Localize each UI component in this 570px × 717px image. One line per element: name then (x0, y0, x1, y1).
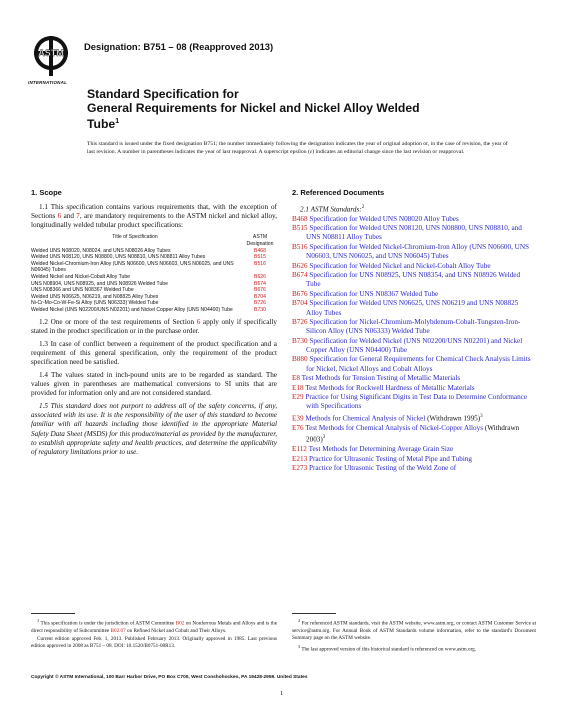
reference-item (292, 224, 536, 242)
reference-title-link[interactable]: Practice for Ultrasonic Testing of Metal Pipe and Tubing (308, 454, 473, 463)
reference-code-link[interactable]: E18 (292, 383, 304, 392)
footnotes-left (31, 617, 277, 651)
reference-code-link[interactable]: B626 (292, 261, 308, 270)
scope-para-1-3: 1.3 In case of conflict between a requirement of the product specification and a requirement of this general specification, only the requirement of the product specification need be satisfied. (31, 339, 277, 366)
reference-title-link[interactable]: Specification for Nickel-Chromium-Molybdenum-Cobalt-Tungsten-Iron-Silicon Alloy (UNS N06333) Welded Tube (306, 318, 521, 336)
table-head-designation: ASTM Designation (246, 234, 274, 247)
spec-designation-link[interactable]: B516 (254, 260, 266, 267)
footnote-rule-right (292, 613, 336, 614)
reference-code-link[interactable]: E213 (292, 454, 308, 463)
reference-item (292, 290, 536, 299)
astm-standards-subheading: 2.1 ASTM Standards:$^2$ (300, 205, 365, 214)
spec-designation-link[interactable]: B515 (254, 254, 266, 261)
title-line-3 (87, 115, 517, 132)
reference-item (292, 355, 536, 373)
reference-code-link[interactable]: B468 (292, 214, 308, 223)
copyright-footer: Copyright © ASTM International, 100 Barr Harbor Drive, PO Box C700, West Conshohocken, PA 19428-2959. United States (31, 675, 308, 680)
footnote-current-edition: Current edition approved Feb. 1, 2013. Published February 2013. Originally approved in 1985. Last previous edition approved in 2008 as B751 – 08. DOI: 10.1520/B0751-08R13. (31, 635, 277, 649)
right-column (292, 188, 536, 474)
title-line-2: General Requirements for Nickel and Nickel Alloy Welded (87, 100, 420, 115)
reference-withdrawn-note: (Withdrawn 2003) (306, 424, 520, 444)
left-column (31, 188, 277, 461)
scope-para-1-2: 1.2 One or more of the test requirements of Section 6 apply only if specifically stated in the product specification or in the purchase order. (31, 317, 278, 335)
table-row (31, 294, 277, 301)
title-tube: Tube (87, 117, 116, 132)
reference-title-link[interactable]: Methods for Chemical Analysis of Nickel (305, 414, 426, 423)
reference-withdrawn-note: (Withdrawn 1995) (427, 414, 481, 423)
footnote-2: $^2$ For referenced ASTM standards, visit the ASTM website, www.astm.org, or contact ASTM Customer Service at service@astm.org. For Annual Book of ASTM Standards volume information, refer to the standard's Document Summary page on the ASTM website. (292, 618, 537, 641)
reference-title-link[interactable]: Specification for Welded Nickel-Chromium-Iron Alloy (UNS N06600, UNS N06603, UNS N06025, and UNS N06045) Tubes (306, 242, 530, 260)
reference-code-link[interactable]: B730 (292, 336, 308, 345)
title-line-1: Standard Specification for (87, 87, 239, 101)
spec-designation-link[interactable]: B730 (254, 306, 266, 313)
reference-footnote-mark: 3 (322, 435, 326, 441)
designation: Designation: B751 – 08 (Reapproved 2013) (84, 41, 274, 52)
table-row (31, 248, 277, 255)
spec-title-cell: Welded UNS N08120, UNS N08800, UNS N08810, UNS N08811 Alloy Tubes (31, 254, 206, 261)
document-title (87, 88, 517, 132)
footnotes-right (292, 617, 536, 654)
footnote-1: $^1$ This specification is under the jurisdiction of ASTM Committee B02 on Nonferrous Metals and Alloys and is the direct responsibility of Subcommittee B02.07 on Refined Nickel and Cobalt and Their Alloys. (31, 618, 277, 634)
reference-code-link[interactable]: B704 (292, 299, 308, 308)
reference-item (292, 299, 536, 317)
reference-code-link[interactable]: B726 (292, 318, 308, 327)
scope-para-1-1: 1.1 This specification contains various requirements that, with the exception of Sections 6 and 7, are mandatory requirements to the ASTM nickel and nickel alloy, longitudinally welded tubular product specifications: (31, 203, 277, 230)
reference-item (292, 445, 536, 454)
table-row (31, 287, 277, 294)
spec-title-cell: UNS N08366 and UNS N08367 Welded Tube (31, 287, 134, 294)
reference-title-link[interactable]: Practice for Ultrasonic Testing of the Weld Zone of (308, 464, 457, 473)
footnote-3: $^3$ The last approved version of this historical standard is referenced on www.astm.org. (298, 643, 477, 653)
spec-designation-link[interactable]: B626 (254, 273, 266, 280)
table-row (31, 261, 277, 274)
reference-item (292, 215, 536, 224)
reference-code-link[interactable]: B674 (292, 271, 308, 280)
reference-footnote-mark: 3 (480, 414, 483, 420)
astm-logo (32, 34, 70, 78)
intl-label: INTERNATIONAL (28, 80, 68, 85)
reference-item (292, 337, 536, 355)
reference-code-link[interactable]: E112 (292, 445, 307, 454)
reference-item (292, 393, 536, 411)
reference-title-link[interactable]: Specification for Welded UNS N08120, UNS N08800, UNS N08810, and UNS N08811 Alloy Tubes (306, 224, 522, 242)
committee-b02-link[interactable]: B02 (175, 620, 185, 627)
scope-heading: 1. Scope (31, 188, 62, 197)
reference-code-link[interactable]: E29 (292, 393, 304, 402)
reference-code-link[interactable]: B676 (292, 289, 308, 298)
spec-designation-link[interactable]: B726 (254, 300, 266, 307)
reference-item (292, 243, 536, 261)
spec-title-cell: Welded Nickel-Chromium-Iron Alloy (UNS N06600, UNS N06603, UNS N06025, and UNS N06045) Tubes (31, 260, 234, 274)
spec-title-cell: Welded Nickel and Nickel-Cobalt Alloy Tube (31, 273, 130, 280)
reference-item (292, 374, 536, 383)
reference-title-link[interactable]: Specification for Welded Nickel (UNS N02200/UNS N02201) and Nickel Copper Alloy (UNS N04400) Tube (306, 336, 523, 354)
spec-title-cell: Ni-Cr-Mo-Co-W-Fe-Si Alloy (UNS N06333) Welded Tube (31, 300, 159, 307)
reference-title-link[interactable]: Test Methods for Determining Average Grain Size (308, 445, 454, 454)
reference-title-link[interactable]: Specification for Welded UNS N06625, UNS N06219 and UNS N08825 Alloy Tubes (306, 299, 519, 317)
reference-code-link[interactable]: E39 (292, 414, 304, 423)
spec-designation-link[interactable]: B468 (254, 247, 266, 254)
reference-item (292, 318, 536, 336)
reference-title-link[interactable]: Test Methods for Chemical Analysis of Nickel-Copper Alloys (305, 424, 484, 433)
specification-table (31, 234, 277, 313)
spec-designation-link[interactable]: B676 (254, 287, 266, 294)
spec-title-cell: Welded UNS N08020, N08024, and UNS N08026 Alloy Tubes (31, 247, 171, 254)
reference-item (292, 455, 536, 464)
spec-title-cell: Welded UNS N06625, N06219, and N08825 Alloy Tubes (31, 293, 159, 300)
scope-para-1-4: 1.4 The values stated in inch-pound units are to be regarded as standard. The values given in parentheses are mathematical conversions to SI units that are provided for information only and are not considered standard. (31, 370, 277, 398)
reference-item (292, 384, 536, 393)
reference-title-link[interactable]: Specification for General Requirements for Chemical Check Analysis Limits for Nickel, Nickel Alloys and Cobalt Alloys (306, 355, 531, 373)
reference-code-link[interactable]: B515 (292, 224, 308, 233)
table-row (31, 300, 277, 307)
table-header (31, 234, 277, 247)
reference-code-link[interactable]: B516 (292, 242, 308, 251)
table-row (31, 274, 277, 281)
reference-item (292, 271, 536, 289)
reference-title-link[interactable]: Specification for UNS N08367 Welded Tube (309, 289, 439, 298)
section-6-link[interactable]: 6 (57, 212, 62, 221)
reference-code-link[interactable]: B880 (292, 355, 308, 364)
reference-code-link[interactable]: E273 (292, 464, 308, 473)
reference-title-link[interactable]: Specification for Welded UNS N08020 Alloy Tubes (309, 214, 459, 223)
logo-text: ASTM (38, 48, 64, 58)
spec-title-cell: UNS N08904, UNS N08925, and UNS N08926 Welded Tube (31, 280, 168, 287)
page-number: 1 (280, 690, 284, 697)
reference-code-link[interactable]: E8 (292, 374, 300, 383)
table-row (31, 307, 277, 314)
reference-item (292, 424, 536, 445)
table-row (31, 281, 277, 288)
reference-title-link[interactable]: Test Methods for Tension Testing of Metallic Materials (301, 374, 461, 383)
refdocs-heading: 2. Referenced Documents (292, 188, 385, 197)
subcommittee-b0207-link[interactable]: B02.07 (110, 627, 126, 634)
title-footnote-mark: 1 (115, 118, 120, 125)
reference-code-link[interactable]: E76 (292, 424, 304, 433)
reference-item (292, 412, 536, 423)
table-row (31, 254, 277, 261)
standard-notice: This standard is issued under the fixed designation B751; the number immediately following the designation indicates the year of original adoption or, in the case of revision, the year of last revision. A number in parentheses indicates the year of last reapproval. A superscript epsilon (ε) indicates an editorial change since the last revision or reapproval. (87, 141, 508, 155)
reference-title-link[interactable]: Specification for Welded Nickel and Nickel-Cobalt Alloy Tube (309, 261, 491, 270)
spec-designation-link[interactable]: B674 (254, 280, 266, 287)
reference-item (292, 464, 536, 473)
spec-title-cell: Welded Nickel (UNS N02200/UNS N02201) and Nickel Copper Alloy (UNS N04400) Tube (31, 306, 233, 313)
footnote-rule-left (31, 613, 75, 614)
reference-title-link[interactable]: Specification for UNS N08925, UNS N08354, and UNS N08926 Welded Tube (306, 271, 521, 289)
section-6-link-2[interactable]: 6 (196, 317, 201, 326)
reference-title-link[interactable]: Test Methods for Rockwell Hardness of Metallic Materials (305, 383, 475, 392)
spec-designation-link[interactable]: B704 (254, 293, 266, 300)
reference-title-link[interactable]: Practice for Using Significant Digits in Test Data to Determine Conformance with Specifications (305, 393, 528, 411)
table-head-title: Title of Specification (112, 234, 158, 241)
reference-list (292, 215, 536, 474)
scope-para-1-5: 1.5 This standard does not purport to address all of the safety concerns, if any, associated with its use. It is the responsibility of the user of this standard to become familiar with all hazards including those identified in the appropriate Material Safety Data Sheet (MSDS) for this product/material as provided by the manufacturer, to establish appropriate safety and health practices, and determine the applicability of regulatory limitations prior to use. (31, 402, 277, 456)
reference-item (292, 262, 536, 271)
section-7-link[interactable]: 7 (76, 212, 80, 221)
